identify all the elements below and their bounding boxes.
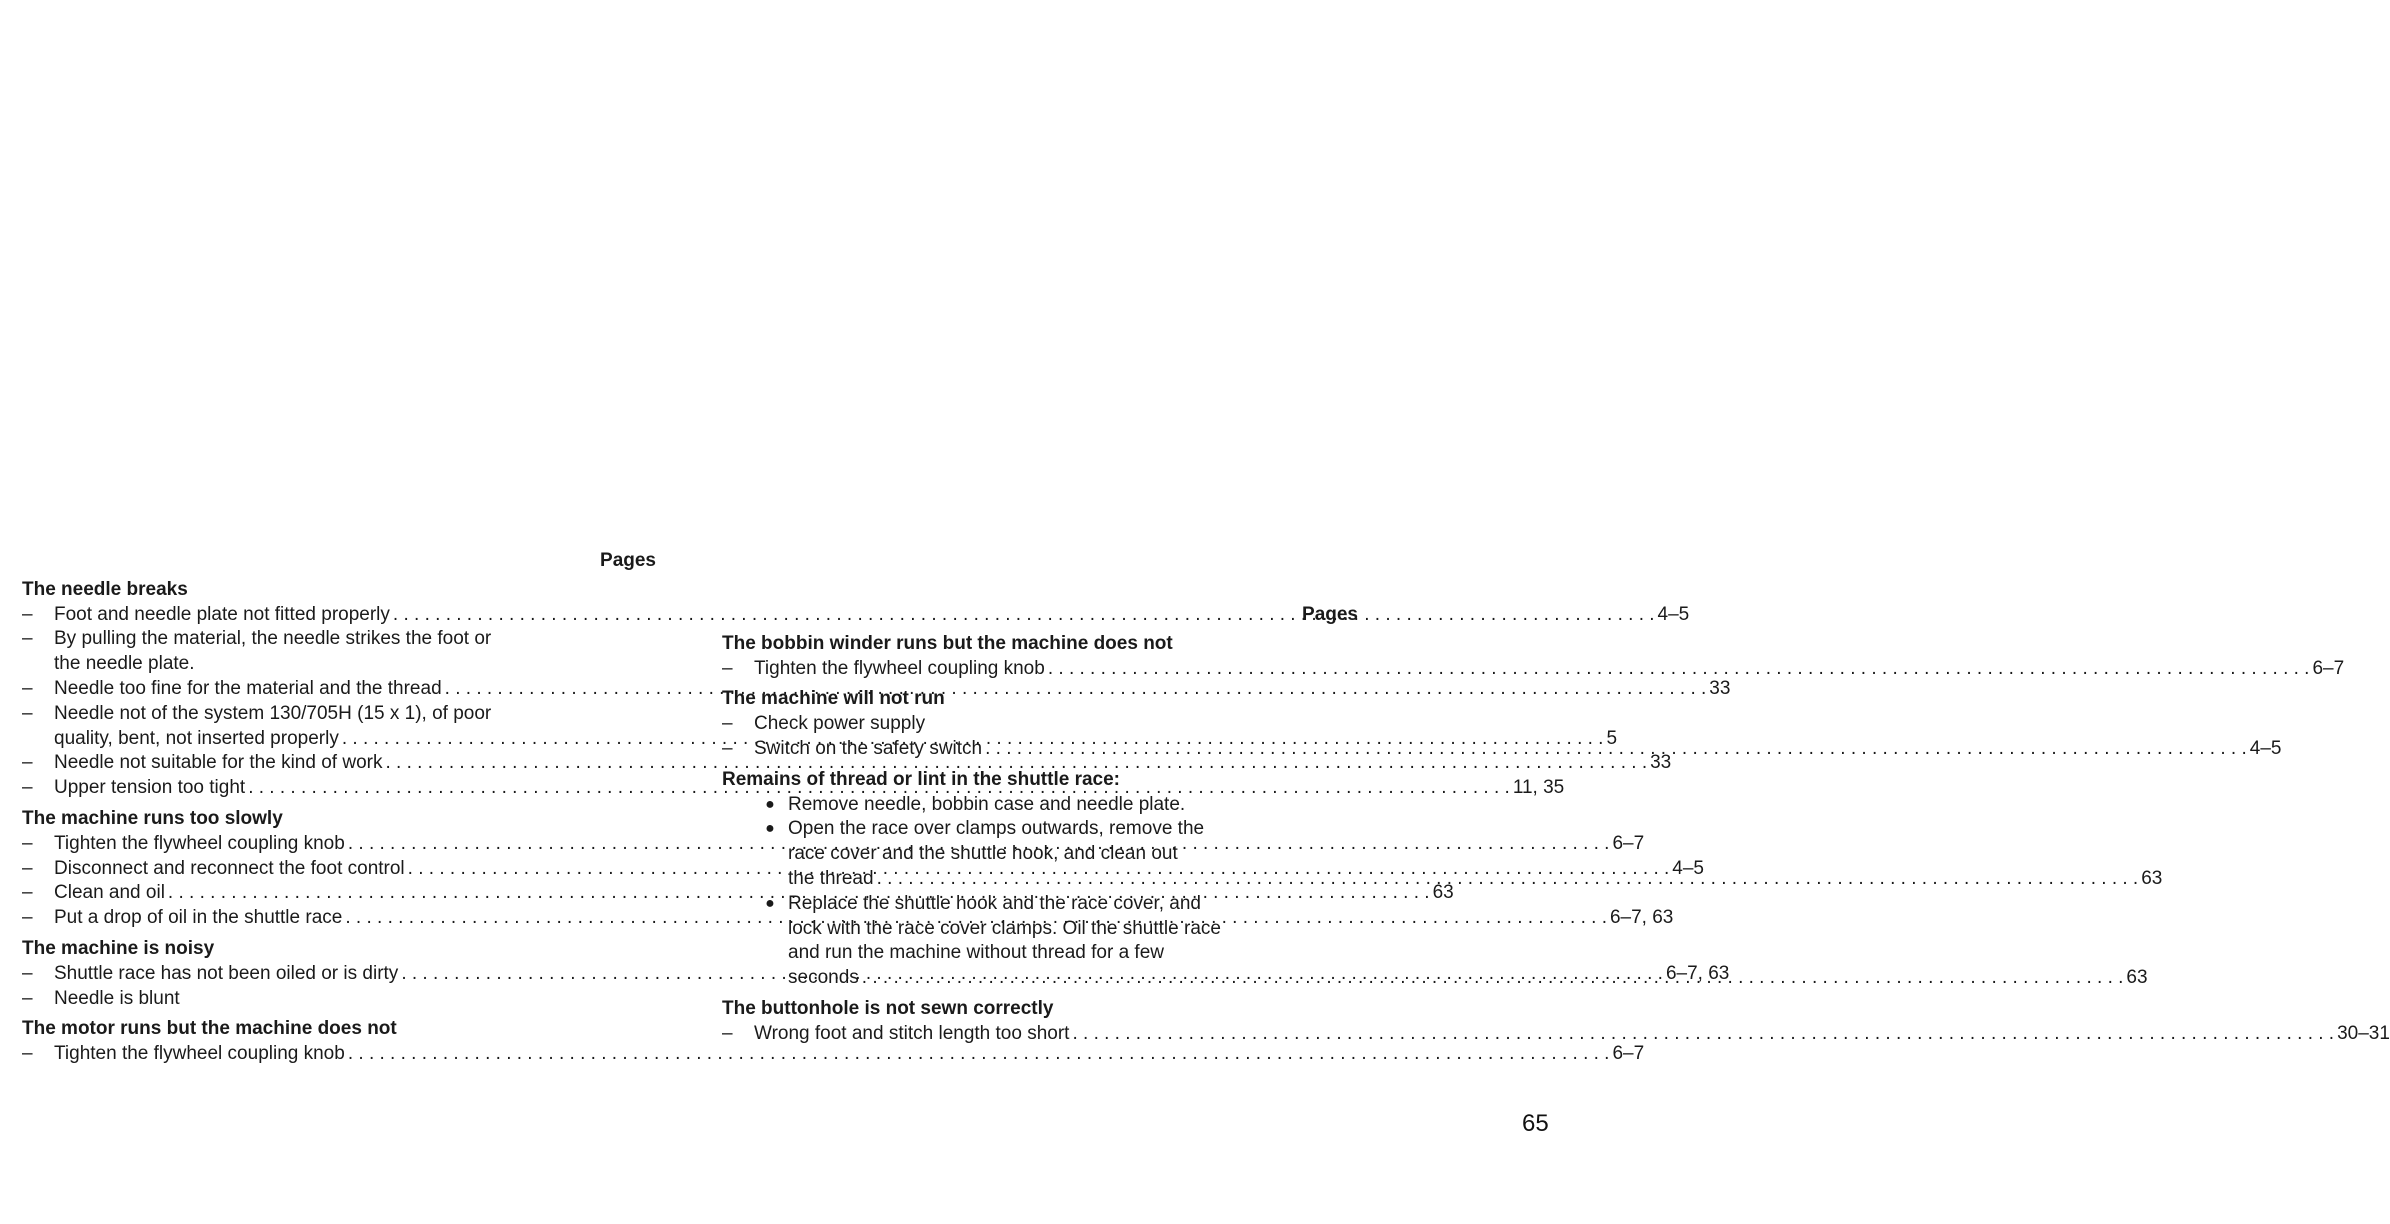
dash-icon: – — [22, 702, 33, 724]
dash-icon: – — [22, 1043, 33, 1065]
item-line: and run the machine without thread for a few — [788, 942, 1165, 964]
page-reference: 4–5 — [1672, 857, 1704, 879]
item-last-line — [754, 712, 1358, 737]
dash-icon: – — [22, 962, 33, 984]
dot-leader — [1048, 657, 2310, 682]
item-text — [788, 817, 2162, 891]
item-label: Needle not suitable for the kind of work — [54, 752, 383, 774]
page-reference: 30–31 — [2337, 1022, 2390, 1044]
item-text — [788, 793, 1358, 818]
list-item — [722, 657, 2345, 682]
item-label: Needle too fine for the material and the thread — [54, 677, 442, 699]
item-label: Tighten the flywheel coupling knob — [54, 832, 345, 854]
item-text — [754, 712, 1358, 737]
list-item — [22, 987, 656, 1012]
item-line: By pulling the material, the needle strikes the foot or — [54, 628, 492, 650]
dash-icon: – — [22, 677, 33, 699]
item-label: quality, bent, not inserted properly — [54, 727, 339, 749]
section-heading: The machine is noisy — [22, 937, 215, 959]
bullet-dot-icon: ● — [765, 820, 775, 838]
item-last-line — [754, 1022, 2390, 1047]
dash-icon: – — [22, 603, 33, 625]
item-list — [22, 1042, 1645, 1067]
item-text — [754, 737, 2281, 762]
dash-icon: – — [22, 987, 33, 1009]
item-label: Put a drop of oil in the shuttle race — [54, 907, 343, 929]
item-last-line — [54, 652, 656, 677]
dash-icon: – — [22, 777, 33, 799]
pages-header: Pages — [600, 550, 656, 571]
dot-leader — [877, 867, 2139, 892]
item-label: Tighten the flywheel coupling knob — [754, 657, 1045, 679]
item-last-line — [788, 966, 2148, 991]
dash-icon: – — [22, 628, 33, 650]
item-last-line — [788, 867, 2162, 892]
item-label: Wrong foot and stitch length too short — [754, 1022, 1070, 1044]
item-line: Needle not of the system 130/705H (15 x 1), of poor — [54, 702, 492, 724]
item-label: Disconnect and reconnect the foot control — [54, 857, 405, 879]
item-label: Upper tension too tight — [54, 777, 246, 799]
page-reference: 11, 35 — [1512, 777, 1565, 799]
list-item — [752, 793, 1358, 818]
page-reference: 5 — [1606, 727, 1618, 749]
page-reference: 6–7, 63 — [1609, 907, 1674, 929]
list-item — [722, 712, 1358, 737]
item-line: Open the race over clamps outwards, remove the — [788, 818, 1205, 840]
troubleshooting-section — [722, 997, 2390, 1047]
page-reference: 63 — [2141, 867, 2163, 889]
item-label: Remove needle, bobbin case and needle plate. — [788, 793, 1186, 815]
section-heading: The buttonhole is not sewn correctly — [722, 997, 1054, 1019]
dash-icon: – — [22, 882, 33, 904]
item-text — [54, 987, 656, 1012]
page-reference: 4–5 — [2249, 737, 2282, 759]
dash-icon: – — [22, 857, 33, 879]
section-heading: Remains of thread or lint in the shuttle race: — [722, 768, 1121, 790]
section-heading: The machine runs too slowly — [22, 807, 283, 829]
item-text — [54, 627, 656, 677]
bullet-dot-icon: ● — [765, 795, 775, 813]
dash-icon: – — [22, 907, 33, 929]
item-label: Tighten the flywheel coupling knob — [54, 1043, 345, 1065]
item-label: the needle plate. — [54, 653, 195, 675]
item-line: race cover and the shuttle hook, and clean out — [788, 843, 1178, 865]
item-list — [722, 712, 2282, 762]
dot-leader — [1072, 1022, 2334, 1047]
item-last-line — [754, 737, 2281, 762]
dash-icon: – — [22, 752, 33, 774]
list-item — [722, 1022, 2390, 1047]
page-reference: 6–7 — [2312, 657, 2345, 679]
section-heading: The bobbin winder runs but the machine does not — [722, 632, 1173, 654]
page-reference: 33 — [1650, 752, 1672, 774]
dash-icon: – — [722, 713, 733, 735]
item-label: Switch on the safety switch — [754, 737, 983, 759]
item-line: lock with the race cover clamps. Oil the shuttle race — [788, 917, 1221, 939]
section-heading: The machine will not run — [722, 688, 945, 710]
item-list — [722, 1022, 2390, 1047]
page-reference: 63 — [1432, 882, 1454, 904]
item-label: seconds — [788, 967, 859, 989]
dash-icon: – — [22, 832, 33, 854]
page-reference: 6–7 — [1612, 832, 1645, 854]
dot-leader — [985, 737, 2247, 762]
list-item — [22, 1042, 1645, 1067]
page-reference: 63 — [2126, 967, 2148, 989]
item-label: the thread — [788, 867, 874, 889]
item-label: Foot and needle plate not fitted properly — [54, 603, 390, 625]
page-reference: 33 — [1709, 677, 1731, 699]
item-text — [754, 1022, 2390, 1047]
section-heading: The motor runs but the machine does not — [22, 1018, 397, 1040]
pages-header: Pages — [1302, 604, 1358, 625]
dot-leader — [862, 966, 2124, 991]
list-item — [722, 737, 2282, 762]
page-number: 65 — [1522, 1110, 1549, 1137]
list-item — [22, 751, 1672, 776]
item-label: Needle is blunt — [54, 987, 180, 1009]
item-last-line — [54, 987, 656, 1012]
item-line: Replace the shuttle hook and the race cover, and — [788, 892, 1201, 914]
item-text — [754, 657, 2344, 682]
dash-icon: – — [722, 657, 733, 679]
page-reference: 4–5 — [1657, 603, 1690, 625]
list-item — [22, 627, 656, 677]
item-text — [788, 892, 2148, 991]
item-last-line — [788, 793, 1358, 818]
item-last-line — [754, 657, 2344, 682]
item-label: Check power supply — [754, 713, 926, 735]
bullet-dot-icon: ● — [765, 894, 775, 912]
page-reference: 6–7 — [1612, 1043, 1645, 1065]
item-label: Shuttle race has not been oiled or is dirty — [54, 962, 399, 984]
dash-icon: – — [722, 737, 733, 759]
troubleshooting-section — [722, 632, 2345, 682]
section-heading: The needle breaks — [22, 578, 188, 600]
item-label: Clean and oil — [54, 882, 165, 904]
page-reference: 6–7, 63 — [1665, 962, 1730, 984]
dash-icon: – — [722, 1022, 733, 1044]
item-list — [722, 657, 2345, 682]
